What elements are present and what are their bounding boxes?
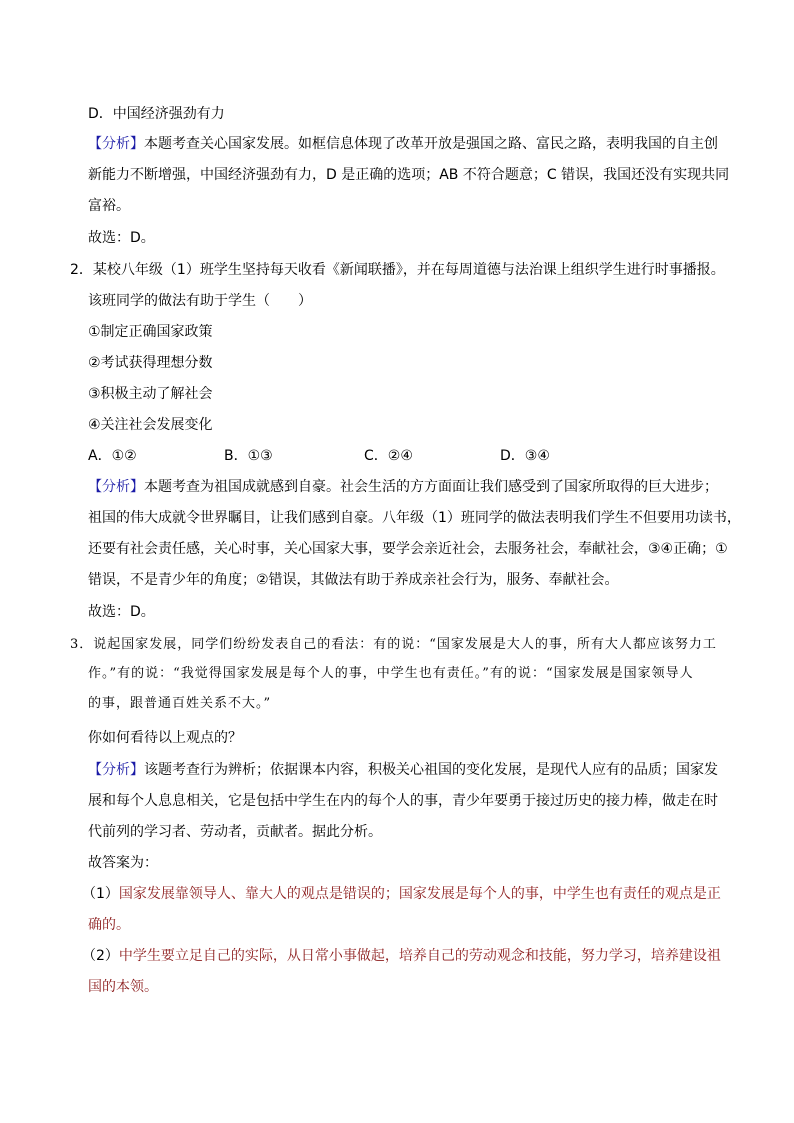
q3-question: 你如何看待以上观点的？	[88, 730, 242, 746]
q3-answer-2-line-1	[82, 946, 721, 966]
q2-analysis-line-1: 【分析】本题考查为祖国成就感到自豪。社会生活的方方面面让我们感受到了国家所取得的巨大进步；	[88, 479, 718, 495]
q2-stem-line-1: 2．某校八年级（1）班学生坚持每天收看《新闻联播》，并在每周道德与法治课上组织学生进行时事播报。	[70, 262, 725, 278]
q1-analysis-line-3: 富裕。	[88, 198, 130, 214]
answer-number: （1）	[82, 886, 119, 902]
q2-choice-d: D．③④	[500, 448, 550, 464]
q3-answer-intro: 故答案为：	[88, 855, 158, 871]
q3-answer-2-line-2: 国的本领。	[88, 979, 158, 995]
q2-answer: 故选：D。	[88, 604, 155, 620]
q1-option-d: D．中国经济强劲有力	[88, 106, 225, 122]
answer-text: 国家发展靠领导人、靠大人的观点是错误的；国家发展是每个人的事，中学生也有责任的观点是正	[118, 886, 721, 902]
q2-item-2: ②考试获得理想分数	[88, 355, 213, 371]
q2-choice-a: A．①②	[88, 448, 137, 464]
q3-stem-line-1: 3．说起国家发展，同学们纷纷发表自己的看法：有的说：“国家发展是大人的事，所有大人都应该努力工	[70, 637, 717, 652]
q2-item-3: ③积极主动了解社会	[88, 386, 213, 402]
q2-analysis-line-4: 错误，不是青少年的角度；②错误，其做法有助于养成亲社会行为，服务、奉献社会。	[88, 572, 619, 588]
q2-stem-line-2: 该班同学的做法有助于学生（ ）	[88, 293, 312, 309]
q3-analysis-line-2: 展和每个人息息相关，它是包括中学生在内的每个人的事，青少年要勇于接过历史的接力棒，做走在时	[88, 793, 718, 809]
q3-stem-line-3: 的事，跟普通百姓关系不大。”	[88, 696, 272, 711]
q3-answer-1-line-2: 确的。	[88, 917, 130, 933]
q3-analysis-line-3: 代前列的学习者、劳动者，贡献者。据此分析。	[88, 824, 382, 840]
analysis-tag: 【分析】	[88, 136, 144, 152]
q3-stem-line-2: 作。”有的说：“我觉得国家发展是每个人的事，中学生也有责任。”有的说：“国家发展是国家领导人	[88, 666, 694, 681]
q1-analysis-line-2: 新能力不断增强，中国经济强劲有力，D 是正确的选项；AB 不符合题意；C 错误，我国还没有实现共同	[88, 167, 730, 183]
q3-answer-1-line-1	[82, 884, 721, 904]
q2-item-4: ④关注社会发展变化	[88, 417, 213, 433]
q2-choice-b: B．①③	[224, 448, 273, 464]
q1-answer: 故选：D。	[88, 230, 155, 246]
q2-analysis-line-2: 祖国的伟大成就令世界瞩目，让我们感到自豪。八年级（1）班同学的做法表明我们学生不但要用功读书，	[88, 510, 741, 526]
q3-analysis-line-1: 【分析】该题考查行为辨析；依据课本内容，积极关心祖国的变化发展，是现代人应有的品质；国家发	[88, 762, 718, 778]
analysis-tag: 【分析】	[88, 762, 144, 778]
answer-number: （2）	[82, 948, 119, 964]
q2-item-1: ①制定正确国家政策	[88, 324, 213, 340]
q2-analysis-line-3: 还要有社会责任感，关心时事，关心国家大事，要学会亲近社会，去服务社会，奉献社会，③④正确；①	[88, 541, 728, 557]
analysis-tag: 【分析】	[88, 479, 144, 495]
q1-analysis-line-1: 【分析】本题考查关心国家发展。如框信息体现了改革开放是强国之路、富民之路，表明我国的自主创	[88, 136, 718, 152]
answer-text: 中学生要立足自己的实际，从日常小事做起，培养自己的劳动观念和技能，努力学习，培养建设祖	[118, 948, 721, 964]
q2-choice-c: C．②④	[364, 448, 413, 464]
